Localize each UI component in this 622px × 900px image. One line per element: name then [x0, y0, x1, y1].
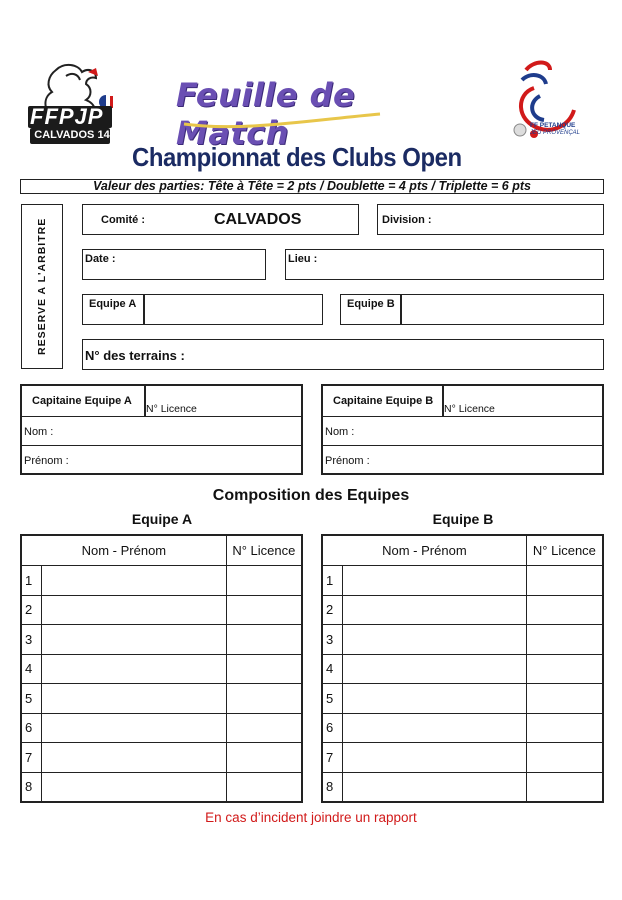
- lieu-label: Lieu :: [288, 253, 318, 265]
- table-row: [21, 625, 302, 655]
- captain-a-title: Capitaine Equipe A: [32, 395, 132, 407]
- row-number: 3: [21, 625, 42, 655]
- points-values-bar: Valeur des parties: Tête à Tête = 2 pts / Doublette = 4 pts / Triplette = 6 pts: [20, 179, 604, 194]
- table-row: [322, 566, 603, 596]
- player-licence-cell[interactable]: [526, 743, 603, 773]
- table-row: [21, 743, 302, 773]
- equipe-b-field[interactable]: [340, 294, 604, 325]
- ffpjp-logo: [26, 62, 118, 152]
- lieu-field[interactable]: [285, 249, 604, 280]
- row-number: 4: [21, 654, 42, 684]
- player-licence-cell[interactable]: [226, 772, 302, 802]
- table-row: [21, 654, 302, 684]
- col-licence-header: N° Licence: [526, 535, 603, 566]
- equipe-b-divider: [400, 295, 402, 324]
- row-number: 4: [322, 654, 343, 684]
- row-number: 5: [21, 684, 42, 714]
- player-licence-cell[interactable]: [526, 625, 603, 655]
- composition-title: Composition des Equipes: [212, 487, 410, 504]
- captain-a-licence-label: N° Licence: [146, 403, 197, 415]
- table-row: [21, 566, 302, 596]
- captain-b-prenom-row[interactable]: [323, 445, 602, 475]
- table-row: [322, 625, 603, 655]
- player-name-cell[interactable]: [42, 654, 227, 684]
- ff-logo-line1: FF PETANQUE: [530, 122, 576, 129]
- player-name-cell[interactable]: [343, 595, 527, 625]
- player-licence-cell[interactable]: [226, 595, 302, 625]
- row-number: 2: [21, 595, 42, 625]
- comite-value: CALVADOS: [214, 211, 302, 228]
- player-name-cell[interactable]: [343, 566, 527, 596]
- player-name-cell[interactable]: [42, 713, 227, 743]
- captain-b-nom-row[interactable]: [323, 416, 602, 446]
- captain-a-nom-label: Nom :: [24, 425, 54, 438]
- equipe-a-label: Equipe A: [89, 298, 137, 310]
- table-row: [21, 684, 302, 714]
- player-name-cell[interactable]: [343, 713, 527, 743]
- player-licence-cell[interactable]: [526, 684, 603, 714]
- equipe-a-field[interactable]: [82, 294, 323, 325]
- player-name-cell[interactable]: [343, 625, 527, 655]
- logo-main-text: FFPJP: [30, 104, 104, 129]
- player-name-cell[interactable]: [343, 772, 527, 802]
- table-header-row: [322, 535, 603, 566]
- player-name-cell[interactable]: [42, 566, 227, 596]
- table-row: [322, 684, 603, 714]
- captain-a-prenom-row[interactable]: [22, 445, 301, 475]
- script-title: Feuille de Match: [176, 76, 356, 152]
- table-row: [322, 743, 603, 773]
- terrains-field[interactable]: [82, 339, 604, 370]
- col-name-header: Nom - Prénom: [322, 535, 526, 566]
- table-row: [322, 772, 603, 802]
- captain-a-nom-row[interactable]: [22, 416, 301, 446]
- captain-a-table: [20, 384, 303, 475]
- player-name-cell[interactable]: [42, 743, 227, 773]
- table-row: [322, 713, 603, 743]
- referee-reserve-box: RESERVE A L'ARBITRE: [21, 204, 63, 369]
- captain-b-prenom-label: Prénom :: [325, 454, 370, 467]
- main-title: Championnat des Clubs Open: [132, 142, 462, 172]
- composition-table-a: [20, 534, 303, 803]
- col-licence-header: N° Licence: [226, 535, 302, 566]
- player-name-cell[interactable]: [343, 743, 527, 773]
- player-name-cell[interactable]: [343, 654, 527, 684]
- player-name-cell[interactable]: [42, 625, 227, 655]
- col-name-header: Nom - Prénom: [21, 535, 226, 566]
- player-licence-cell[interactable]: [226, 743, 302, 773]
- player-licence-cell[interactable]: [526, 595, 603, 625]
- date-field[interactable]: [82, 249, 266, 280]
- captain-a-prenom-label: Prénom :: [24, 454, 69, 467]
- team-a-title: Equipe A: [131, 511, 193, 527]
- row-number: 7: [21, 743, 42, 773]
- row-number: 8: [21, 772, 42, 802]
- division-label: Division :: [382, 214, 432, 226]
- row-number: 5: [322, 684, 343, 714]
- incident-note: En cas d’incident joindre un rapport: [205, 810, 417, 825]
- table-header-row: [21, 535, 302, 566]
- captain-b-nom-label: Nom :: [325, 425, 355, 438]
- table-row: [21, 713, 302, 743]
- player-licence-cell[interactable]: [526, 713, 603, 743]
- terrains-label: N° des terrains :: [85, 348, 185, 363]
- ff-logo-line2: JEU PROVENÇAL: [530, 130, 581, 136]
- comite-label: Comité :: [101, 214, 145, 226]
- equipe-a-divider: [143, 295, 145, 324]
- row-number: 6: [322, 713, 343, 743]
- player-licence-cell[interactable]: [226, 713, 302, 743]
- division-field[interactable]: [377, 204, 604, 235]
- row-number: 3: [322, 625, 343, 655]
- ff-petanque-logo: [504, 58, 590, 148]
- table-row: [322, 654, 603, 684]
- composition-table-b: [321, 534, 604, 803]
- row-number: 7: [322, 743, 343, 773]
- row-number: 2: [322, 595, 343, 625]
- row-number: 8: [322, 772, 343, 802]
- captain-b-table: [321, 384, 604, 475]
- player-licence-cell[interactable]: [526, 566, 603, 596]
- captain-b-title: Capitaine Equipe B: [333, 395, 434, 407]
- player-licence-cell[interactable]: [226, 566, 302, 596]
- equipe-b-label: Equipe B: [347, 298, 395, 310]
- player-licence-cell[interactable]: [226, 625, 302, 655]
- player-name-cell[interactable]: [42, 684, 227, 714]
- player-licence-cell[interactable]: [226, 654, 302, 684]
- table-row: [21, 595, 302, 625]
- player-licence-cell[interactable]: [226, 684, 302, 714]
- row-number: 6: [21, 713, 42, 743]
- date-label: Date :: [85, 253, 116, 265]
- table-row: [21, 772, 302, 802]
- player-licence-cell[interactable]: [526, 654, 603, 684]
- player-name-cell[interactable]: [42, 772, 227, 802]
- player-name-cell[interactable]: [343, 684, 527, 714]
- player-name-cell[interactable]: [42, 595, 227, 625]
- table-row: [322, 595, 603, 625]
- title-swoosh: [182, 110, 382, 130]
- team-b-title: Equipe B: [432, 511, 494, 527]
- player-licence-cell[interactable]: [526, 772, 603, 802]
- row-number: 1: [322, 566, 343, 596]
- row-number: 1: [21, 566, 42, 596]
- logo-sub-text: CALVADOS 14: [34, 129, 110, 141]
- captain-b-licence-label: N° Licence: [444, 403, 495, 415]
- comite-field[interactable]: [82, 204, 359, 235]
